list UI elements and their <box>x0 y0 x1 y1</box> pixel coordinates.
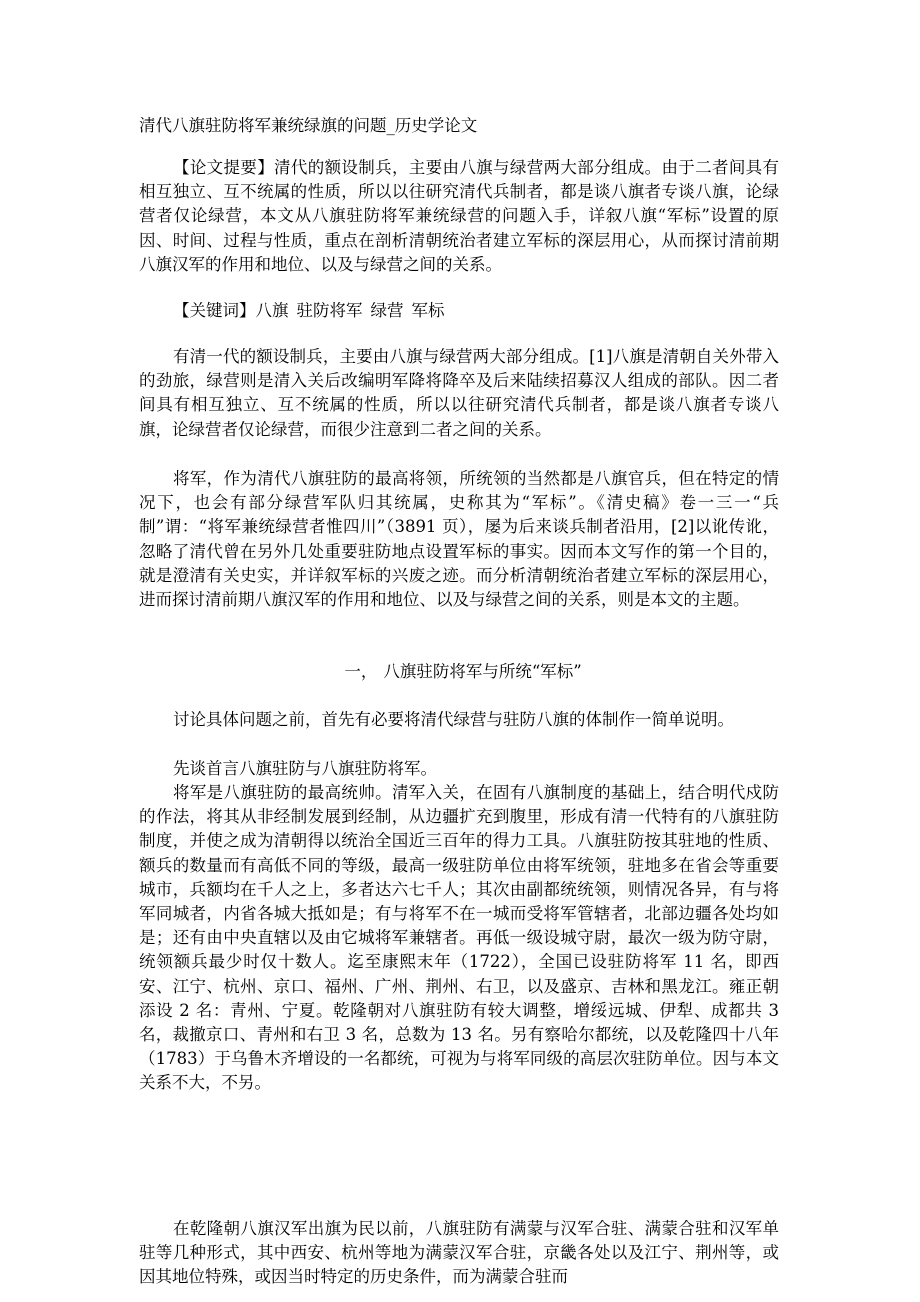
document-title: 清代八旗驻防将军兼统绿旗的问题_历史学论文 <box>139 116 478 135</box>
abstract-paragraph: 【论文提要】清代的额设制兵，主要由八旗与绿营两大部分组成。由于二者间具有相互独立、互不统属的性质，所以以往研究清代兵制者，都是谈八旗者专谈八旗，论绿营者仅论绿营，本文从八旗驻防将军兼统绿营的问题入手，详叙八旗“军标”设置的原因、时间、过程与性质，重点在剖析清朝统治者建立军标的深层用心，从而探讨清前期八旗汉军的作用和地位、以及与绿营之间的关系。 <box>139 158 779 274</box>
section-title: 八旗驻防将军与所统“军标” <box>383 662 582 681</box>
intro-paragraph-2: 将军，作为清代八旗驻防的最高将领，所统领的当然都是八旗官兵，但在特定的情况下，也会有部分绿营军队归其统属，史称其为“军标”。《清史稿》卷一三一“兵制”谓：“将军兼统绿营者惟四川”（3891 页），屡为后来谈兵制者沿用，[2]以讹传讹，忽略了清代曾在另外几处重要驻防地点设置军标的事实。因而本文写作的第一个目的，就是澄清有关史实，并详叙军标的兴废之迹。而分析清朝统治者建立军标的深层用心，进而探讨清前期八旗汉军的作用和地位、以及与绿营之间的关系，则是本文的主题。 <box>139 469 779 610</box>
keyword-term: 军标 <box>411 301 445 320</box>
section-heading <box>0 660 920 684</box>
keyword-term: 绿营 <box>370 301 404 320</box>
section-paragraph-3: 将军是八旗驻防的最高统帅。清军入关，在固有八旗制度的基础上，结合明代戍防的作法，将其从非经制发展到经制，从边疆扩充到腹里，形成有清一代特有的八旗驻防制度，并使之成为清朝得以统治全国近三百年的得力工具。八旗驻防按其驻地的性质、额兵的数量而有高低不同的等级，最高一级驻防单位由将军统领，驻地多在省会等重要城市，兵额均在千人之上，多者达六七千人；其次由副都统统领，则情况各异，有与将军同城者，内省各城大抵如是；有与将军不在一城而受将军管辖者，北部边疆各处均如是；还有由中央直辖以及由它城将军兼辖者。再低一级设城守尉，最次一级为防守尉，统领额兵最少时仅十数人。迄至康熙末年（1722），全国已设驻防将军 11 名，即西安、江宁、杭州、京口、福州、广州、荆州、右卫，以及盛京、吉林和黑龙江。雍正朝添设 2 名：青州、宁夏。乾隆朝对八旗驻防有较大调整，增绥远城、伊犁、成都共 3 名，裁撤京口、青州和右卫 3 名，总数为 13 名。另有察哈尔都统，以及乾隆四十八年（1783）于乌鲁木齐增设的一名都统，可视为与将军同级的高层次驻防单位。因与本文关系不大，不另。 <box>139 783 779 1093</box>
keyword-term: 驻防将军 <box>296 301 363 320</box>
section-paragraph-4: 在乾隆朝八旗汉军出旗为民以前，八旗驻防有满蒙与汉军合驻、满蒙合驻和汉军单驻等几种形式，其中西安、杭州等地为满蒙汉军合驻，京畿各处以及江宁、荆州等，或因其地位特殊，或因当时特定的历史条件，而为满蒙合驻而 <box>139 1219 779 1287</box>
keywords-line <box>173 299 453 323</box>
keywords-label: 【关键词】八旗 <box>173 301 289 320</box>
section-paragraph-2: 先谈首言八旗驻防与八旗驻防将军。 <box>173 759 437 778</box>
intro-paragraph-1: 有清一代的额设制兵，主要由八旗与绿营两大部分组成。[1]八旗是清朝自关外带入的劲旅，绿营则是清入关后改编明军降将降卒及后来陆续招募汉人组成的部队。因二者间具有相互独立、互不统属的性质，所以以往研究清代兵制者，都是谈八旗者专谈八旗，论绿营者仅论绿营，而很少注意到二者之间的关系。 <box>139 347 779 439</box>
section-paragraph-1: 讨论具体问题之前，首先有必要将清代绿营与驻防八旗的体制作一简单说明。 <box>173 710 734 729</box>
section-number: 一， <box>344 662 378 681</box>
